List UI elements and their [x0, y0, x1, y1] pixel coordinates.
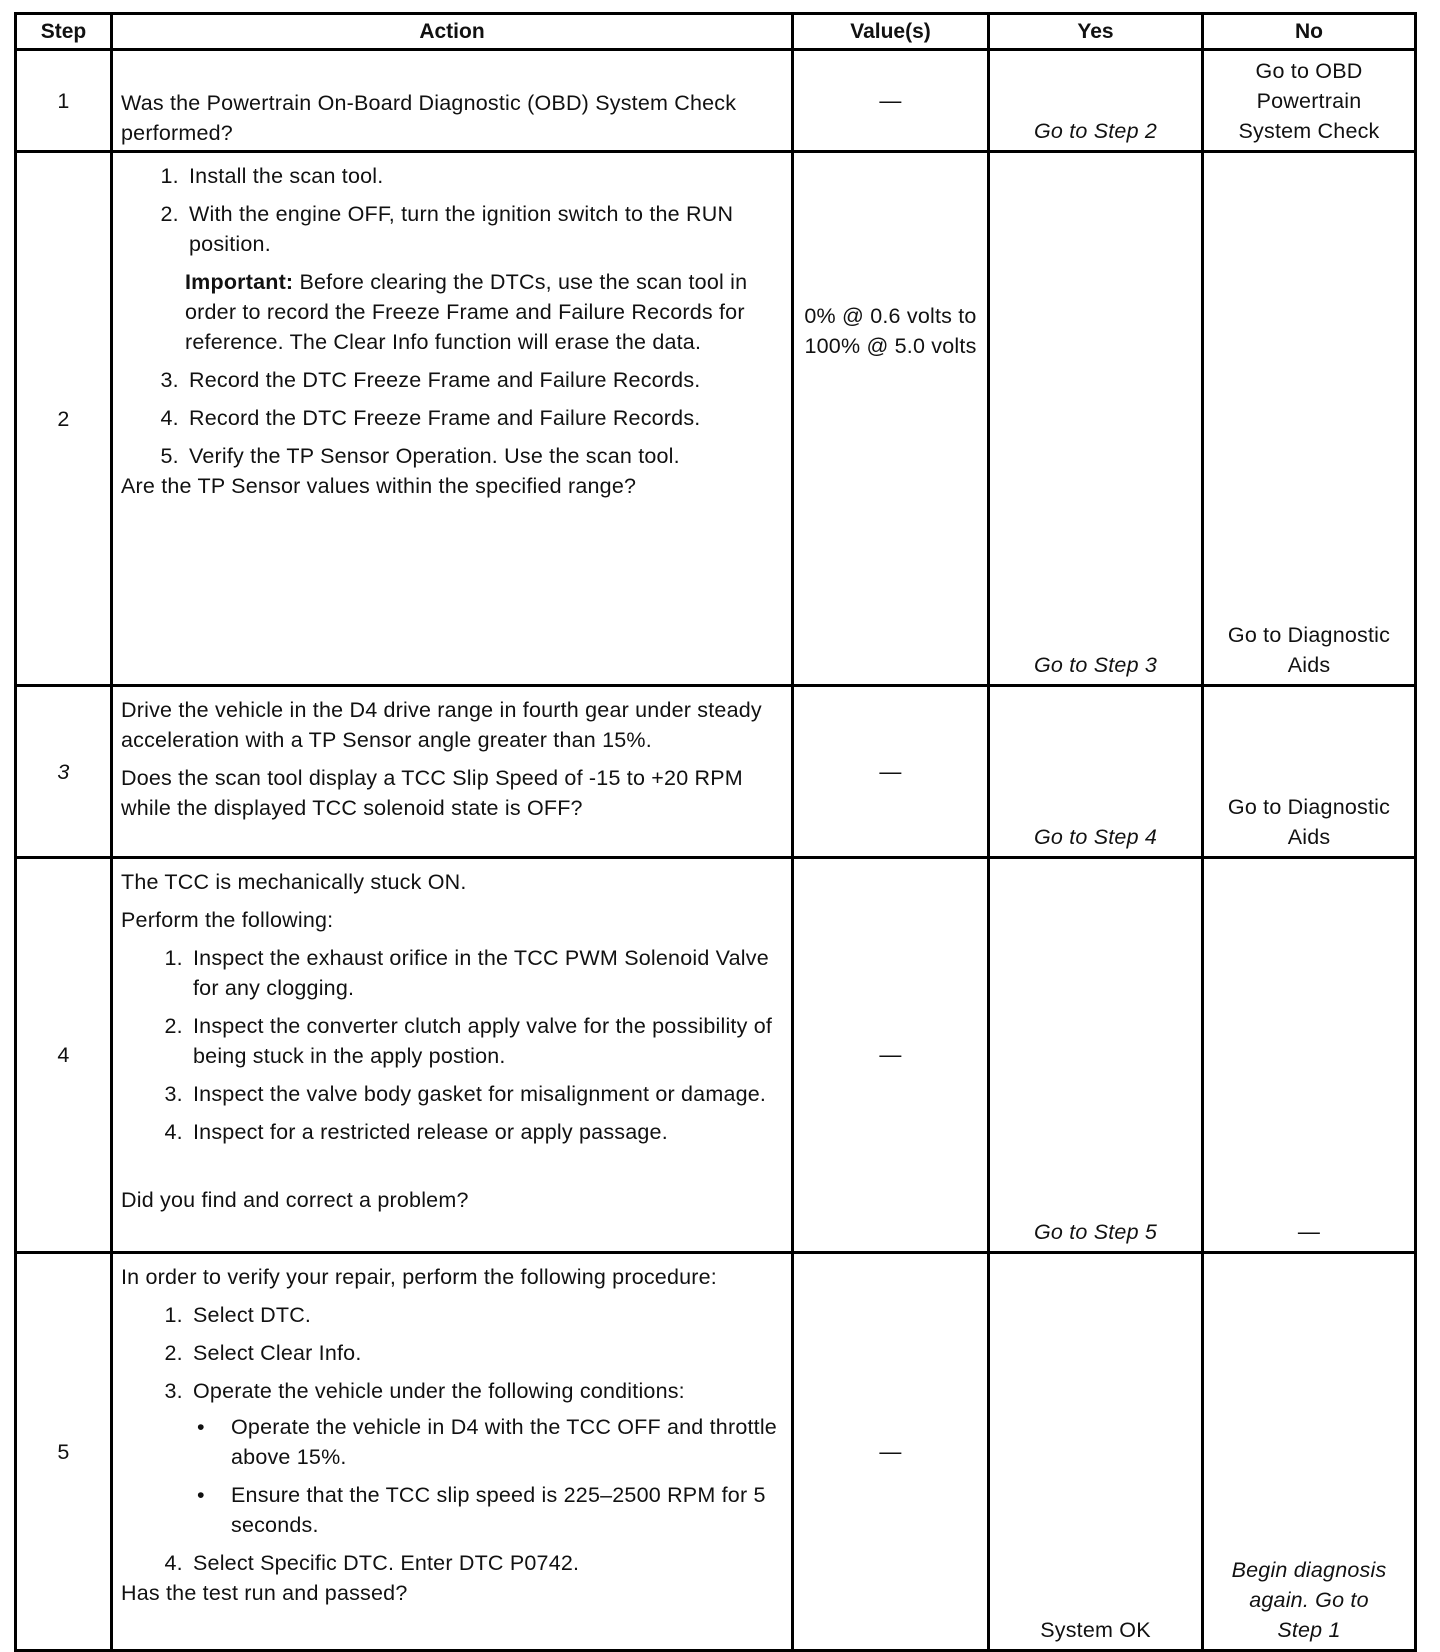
note-label: Important:: [185, 270, 294, 294]
action-lead: Perform the following:: [121, 908, 334, 932]
value-cell: —: [793, 686, 989, 858]
action-step: 2. Inspect the converter clutch apply valve for the possibility of being stuck in the apply postion.: [189, 1011, 785, 1071]
value-cell: —: [793, 1253, 989, 1651]
header-row: [16, 14, 1416, 50]
yes-cell: System OK: [989, 1253, 1203, 1651]
no-cell: [1203, 50, 1416, 152]
value-cell: —: [793, 858, 989, 1253]
header-no: No: [1203, 14, 1416, 50]
action-question: Does the scan tool display a TCC Slip Speed of -15 to +20 RPM while the displayed TCC solenoid state is OFF?: [121, 766, 743, 820]
action-step: 5. Verify the TP Sensor Operation. Use the scan tool.: [185, 441, 785, 471]
table-row: [16, 1253, 1416, 1651]
action-question: Has the test run and passed?: [121, 1581, 408, 1605]
no-cell: [1203, 1253, 1416, 1651]
action-step: 2. Select Clear Info.: [189, 1338, 785, 1368]
yes-cell: Go to Step 3: [989, 152, 1203, 686]
header-action: Action: [112, 14, 793, 50]
note-text: Before clearing the DTCs, use the scan tool in order to record the Freeze Frame and Failure Records for reference. The Clear Info function will erase the data.: [185, 270, 748, 354]
condition-bullet: • Ensure that the TCC slip speed is 225–2500 RPM for 5 seconds.: [227, 1480, 785, 1540]
action-step: [189, 1376, 785, 1540]
header-values: Value(s): [793, 14, 989, 50]
action-intro: The TCC is mechanically stuck ON.: [121, 870, 467, 894]
action-step: 4. Inspect for a restricted release or apply passage.: [189, 1117, 785, 1147]
action-step: 3. Inspect the valve body gasket for misalignment or damage.: [189, 1079, 785, 1109]
condition-bullets: [193, 1412, 785, 1540]
value-cell: —: [793, 50, 989, 152]
action-cell: [112, 686, 793, 858]
action-step: 1. Inspect the exhaust orifice in the TCC PWM Solenoid Valve for any clogging.: [189, 943, 785, 1003]
no-cell: Go to Diagnostic Aids: [1203, 152, 1416, 686]
action-cell: [112, 50, 793, 152]
no-cell: —: [1203, 858, 1416, 1253]
step-number: 4: [16, 858, 112, 1253]
step-number: 2: [16, 152, 112, 686]
table-row: [16, 152, 1416, 686]
step-number: 3: [16, 686, 112, 858]
action-step: 1. Install the scan tool.: [185, 161, 785, 191]
header-yes: Yes: [989, 14, 1203, 50]
step-number: 1: [16, 50, 112, 152]
action-step: 2. With the engine OFF, turn the ignition switch to the RUN position.: [185, 199, 785, 259]
action-cell: [112, 1253, 793, 1651]
table-row: [16, 50, 1416, 152]
action-steps: [121, 365, 785, 471]
important-note: [185, 267, 785, 357]
action-step: 3. Record the DTC Freeze Frame and Failure Records.: [185, 365, 785, 395]
header-step: Step: [16, 14, 112, 50]
action-step-text: Operate the vehicle under the following conditions:: [193, 1379, 685, 1403]
action-question: Are the TP Sensor values within the specified range?: [121, 474, 637, 498]
yes-cell: Go to Step 5: [989, 858, 1203, 1253]
value-text: 0% @ 0.6 volts to 100% @ 5.0 volts: [804, 304, 977, 358]
action-intro: In order to verify your repair, perform the following procedure:: [121, 1265, 717, 1289]
yes-cell: Go to Step 4: [989, 686, 1203, 858]
diagnostic-table: [14, 12, 1417, 1652]
action-question: Was the Powertrain On-Board Diagnostic (OBD) System Check performed?: [121, 91, 737, 145]
yes-cell: Go to Step 2: [989, 50, 1203, 152]
action-steps: [121, 161, 785, 259]
action-steps: [121, 943, 785, 1147]
action-step: 4. Select Specific DTC. Enter DTC P0742.: [189, 1548, 785, 1578]
table-row: [16, 858, 1416, 1253]
action-steps: [121, 1300, 785, 1578]
action-cell: [112, 152, 793, 686]
action-cell: [112, 858, 793, 1253]
step-number: 5: [16, 1253, 112, 1651]
action-step: 4. Record the DTC Freeze Frame and Failure Records.: [185, 403, 785, 433]
no-cell: Go to Diagnostic Aids: [1203, 686, 1416, 858]
table-row: [16, 686, 1416, 858]
action-intro: Drive the vehicle in the D4 drive range in fourth gear under steady acceleration with a TP Sensor angle greater than 15%.: [121, 698, 762, 752]
action-question: Did you find and correct a problem?: [121, 1188, 469, 1212]
no-text: Begin diagnosis again. Go to Step 1: [1231, 1558, 1387, 1642]
condition-bullet: • Operate the vehicle in D4 with the TCC OFF and throttle above 15%.: [227, 1412, 785, 1472]
action-step: 1. Select DTC.: [189, 1300, 785, 1330]
no-text: Go to OBD Powertrain System Check: [1238, 59, 1380, 143]
value-cell: [793, 152, 989, 686]
